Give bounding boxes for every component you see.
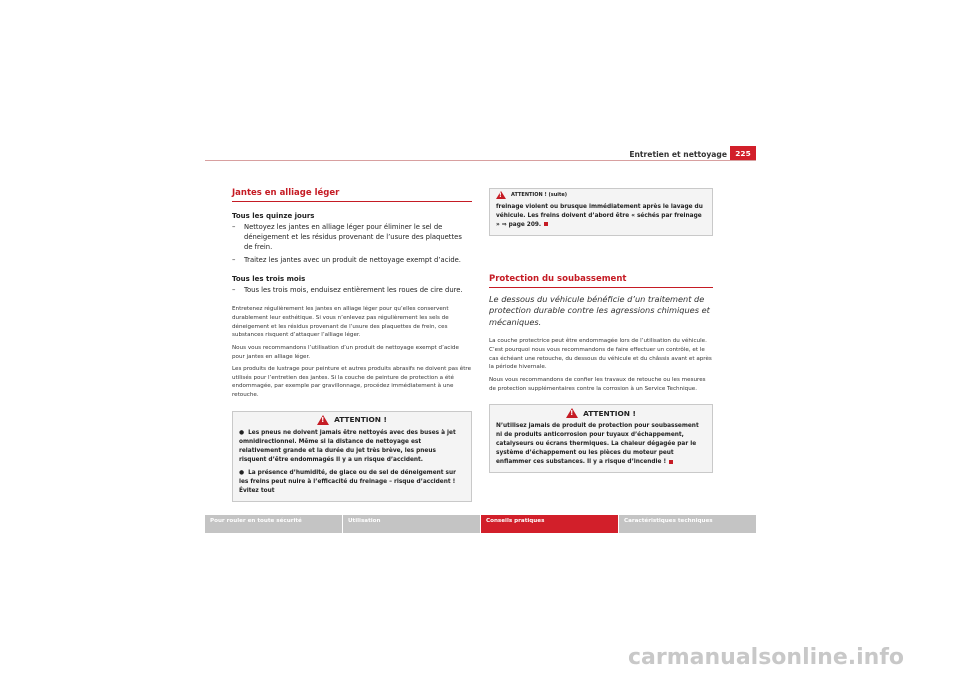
- subheading-quinze-jours: Tous les quinze jours: [232, 212, 315, 220]
- footer-tabs: [205, 515, 756, 533]
- warning-triangle-icon: [496, 191, 506, 199]
- tab-utilisation[interactable]: Utilisation: [343, 515, 480, 533]
- paragraph: Entretenez régulièrement les jantes en alliage léger pour qu’elles conservent durablement leur esthétique. Si vous n’enlevez pas régulièrement les sels de déneigement et les résidus provenant de l’usure des plaquettes de frein, ces substances risquent d’attaquer l’alliage léger.: [232, 306, 449, 339]
- paragraph: La couche protectrice peut être endommagée lors de l’utilisation du véhicule. C’est pourquoi nous vous recommandons de faire effectuer un contrôle, et le cas échéant une retouche, du dessous du véhicule et du châssis avant et après la période hivernale.: [489, 338, 712, 371]
- paragraph: Les produits de lustrage pour peinture et autres produits abrasifs ne doivent pas être utilisés pour l’entretien des jantes. Si la couche de peinture de protection a été endommagée, par exemple par gravillonnage, procédez immédiatement à une retouche.: [232, 366, 472, 399]
- warning-box: [489, 404, 713, 473]
- running-title: Entretien et nettoyage: [629, 150, 727, 159]
- watermark: carmanualsonline.info: [628, 645, 904, 670]
- list-item: – Tous les trois mois, enduisez entièrement les roues de cire dure.: [232, 286, 463, 295]
- section-heading-jantes: Jantes en alliage léger: [232, 188, 472, 202]
- list-item-text: Tous les trois mois, enduisez entièrement les roues de cire dure.: [244, 286, 463, 295]
- warning-box: [232, 411, 472, 502]
- warning-continued-box: [489, 188, 713, 236]
- paragraph: Nous vous recommandons de confier les travaux de retouche ou les mesures de protection supplémentaires contre la corrosion à un Service Technique.: [489, 377, 706, 392]
- warning-text: [496, 422, 706, 467]
- warning-triangle-icon: [317, 415, 329, 425]
- warning-body: N’utilisez jamais de produit de protection pour soubassement ni de produits anticorrosion pour tuyaux d’échappement, catalyseurs ou écrans thermiques. La chaleur dégagée par le système d’échappement ou les pièces du moteur peut enflammer ces substances. Il y a risque d’incendie !: [496, 423, 699, 466]
- section-heading-soubassement: Protection du soubassement: [489, 274, 713, 288]
- warning-continued-title: ATTENTION ! (suite): [511, 192, 568, 198]
- bullet-icon: ●: [239, 469, 245, 476]
- end-mark-icon: [544, 222, 548, 226]
- warning-title: ATTENTION !: [583, 408, 636, 418]
- tab-securite[interactable]: Pour rouler en toute sécurité: [205, 515, 342, 533]
- end-mark-icon: [669, 460, 673, 464]
- lead-paragraph: Le dessous du véhicule bénéficie d’un traitement de protection durable contre les agressions chimiques et mécaniques.: [489, 293, 710, 327]
- warning-bullet-text: La présence d’humidité, de glace ou de sel de déneigement sur les freins peut nuire à l’efficacité du freinage – risque d’accident ! Évitez tout: [239, 469, 456, 494]
- bullet-icon: ●: [239, 429, 245, 436]
- warning-triangle-icon: [566, 408, 578, 418]
- paragraph: Nous vous recommandons l’utilisation d’un produit de nettoyage exempt d’acide pour jantes en alliage léger.: [232, 344, 459, 360]
- list-item: – Nettoyez les jantes en alliage léger pour éliminer le sel de déneigement et les résidus provenant de l’usure des plaquettes de frein.: [232, 223, 462, 251]
- warning-bullet-text: Les pneus ne doivent jamais être nettoyés avec des buses à jet omnidirectionnel. Même si la distance de nettoyage est relativement grande et la durée du jet très brève, les pneus risquent d’être endommagés Il y a un risque d’accident.: [239, 429, 456, 463]
- left-column: [232, 188, 472, 502]
- warning-bullet: [239, 429, 465, 465]
- warning-continued-text: [496, 203, 706, 230]
- list-item-text: Traitez les jantes avec un produit de nettoyage exempt d’acide.: [244, 255, 461, 264]
- warning-title: ATTENTION !: [334, 415, 387, 425]
- tab-conseils-pratiques[interactable]: Conseils pratiques: [481, 515, 618, 533]
- tab-caracteristiques[interactable]: Caractéristiques techniques: [619, 515, 756, 533]
- list-item-text: Nettoyez les jantes en alliage léger pour éliminer le sel de déneigement et les résidus provenant de l’usure des plaquettes de frein.: [244, 223, 462, 251]
- warning-continued-body: freinage violent ou brusque immédiatement après le lavage du véhicule. Les freins doivent d’abord être « séchés par freinage » ⇒ page 209.: [496, 204, 703, 228]
- page-number: 225: [730, 146, 756, 161]
- header-divider: [205, 160, 756, 161]
- list-item: – Traitez les jantes avec un produit de nettoyage exempt d’acide.: [232, 255, 461, 264]
- warning-bullet: [239, 469, 465, 496]
- right-column: [489, 188, 713, 473]
- subheading-trois-mois: Tous les trois mois: [232, 275, 306, 284]
